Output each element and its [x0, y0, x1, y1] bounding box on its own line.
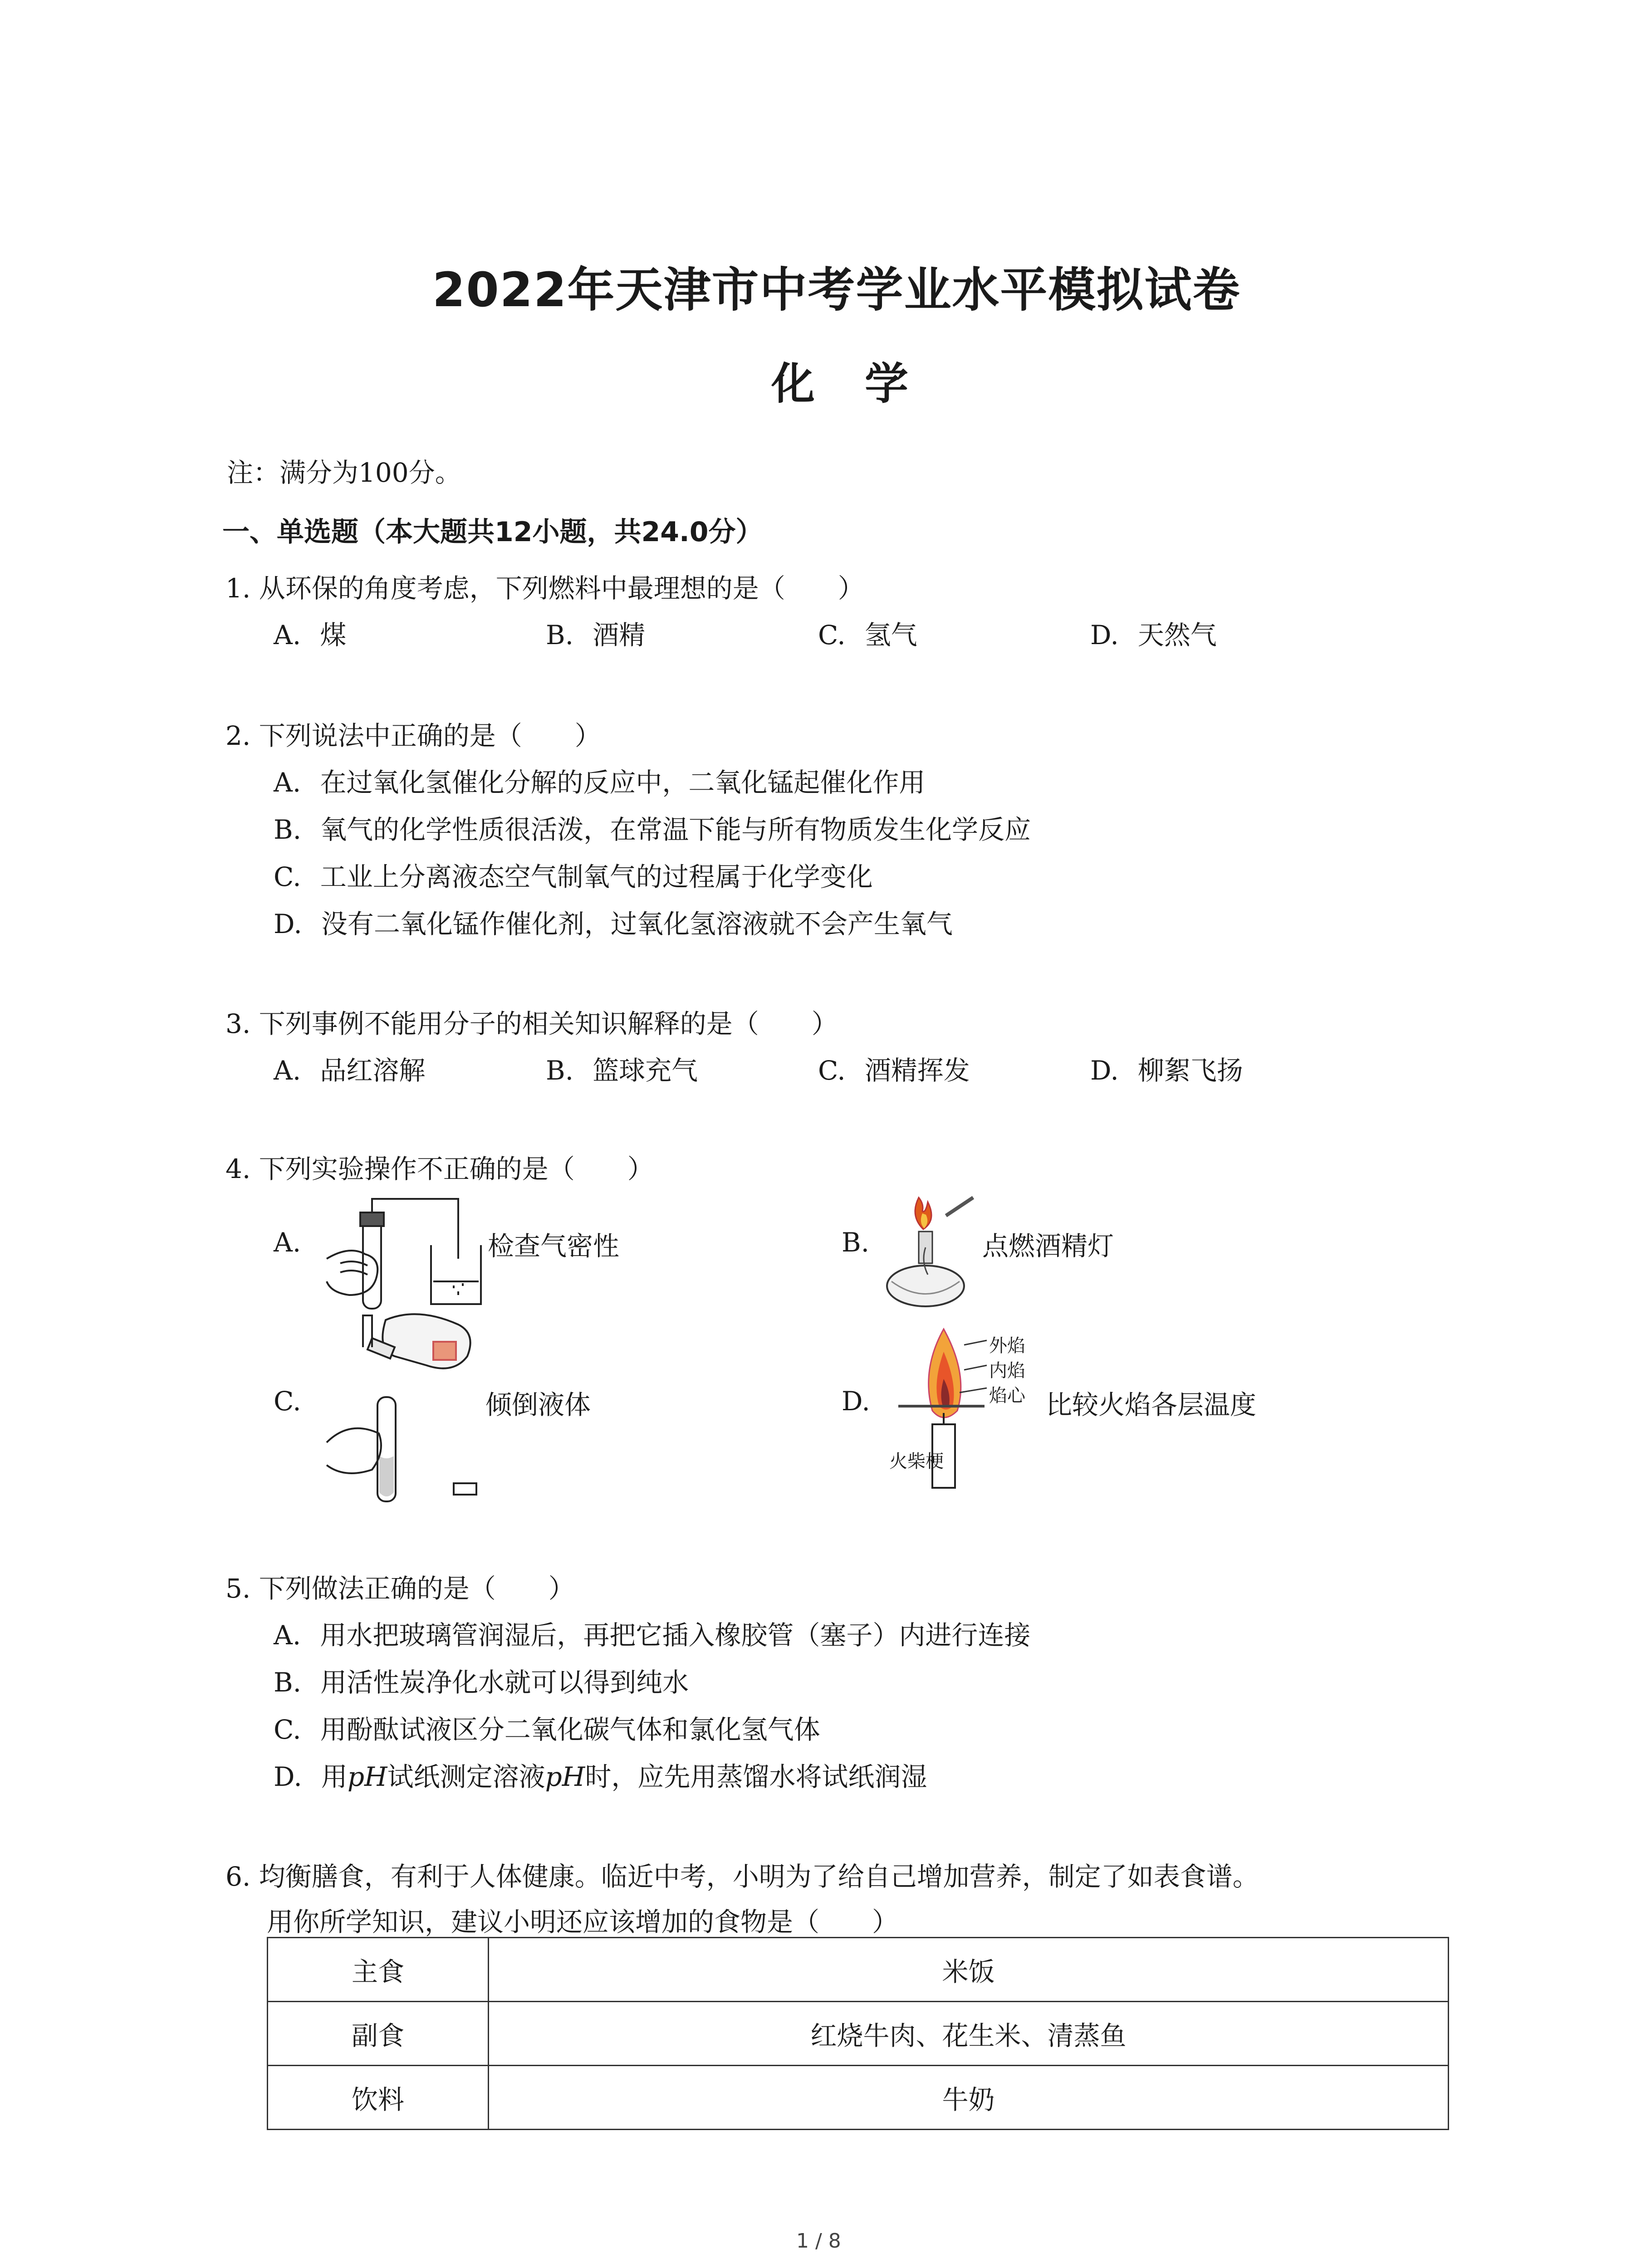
- q2-option-c[interactable]: [274, 855, 873, 894]
- option-text: 篮球充气: [593, 1055, 698, 1086]
- q4-option-b-caption: 点燃酒精灯: [982, 1231, 1114, 1261]
- q4-option-c-caption: 倾倒液体: [485, 1389, 591, 1420]
- q4-option-d-label[interactable]: D.: [842, 1386, 870, 1417]
- subject-title: 化学: [771, 358, 958, 409]
- table-row-value: 米饭: [489, 1938, 1449, 2002]
- q5-option-c[interactable]: [274, 1708, 820, 1746]
- q3-option-b[interactable]: [546, 1049, 698, 1087]
- page-number: 1 / 8: [796, 2229, 841, 2253]
- option-text: 品红溶解: [320, 1055, 426, 1086]
- q2-option-b[interactable]: [274, 808, 1031, 846]
- q5-option-a[interactable]: [274, 1614, 1030, 1652]
- q1-option-a[interactable]: [274, 614, 346, 652]
- option-text: 用活性炭净化水就可以得到纯水: [320, 1667, 689, 1698]
- exam-title: 2022年天津市中考学业水平模拟试卷: [432, 262, 1241, 318]
- q4-option-a-label[interactable]: A.: [274, 1227, 301, 1258]
- q5-option-d[interactable]: [274, 1755, 927, 1794]
- table-row-value: 牛奶: [489, 2066, 1449, 2130]
- option-text: 氢气: [864, 620, 917, 650]
- option-label: B.: [274, 814, 302, 845]
- question-3-stem: 3. 下列事例不能用分子的相关知识解释的是（ ）: [225, 1008, 838, 1039]
- question-6-stem-line1: 6. 均衡膳食，有利于人体健康。临近中考，小明为了给自己增加营养，制定了如表食谱。: [225, 1861, 1259, 1892]
- option-label: B.: [274, 1667, 302, 1698]
- option-label: A.: [274, 1055, 301, 1086]
- option-label: A.: [274, 620, 301, 650]
- table-row: [268, 2066, 1449, 2130]
- table-row: [268, 1938, 1449, 2002]
- q5-option-b[interactable]: [274, 1661, 689, 1699]
- option-label: D.: [1090, 1055, 1119, 1086]
- q4-option-c-label[interactable]: C.: [274, 1386, 301, 1417]
- option-text: 天然气: [1137, 620, 1217, 650]
- option-text-post: 时，应先用蒸馏水将试纸润湿: [585, 1761, 927, 1792]
- option-text: 工业上分离液态空气制氧气的过程属于化学变化: [320, 861, 873, 892]
- q3-option-d[interactable]: [1090, 1049, 1243, 1087]
- flame-outer-label: 外焰: [989, 1335, 1025, 1356]
- option-text: 柳絮飞扬: [1137, 1055, 1243, 1086]
- ph-variable: pH: [347, 1761, 387, 1792]
- option-label: A.: [274, 1620, 301, 1651]
- option-text: 酒精挥发: [864, 1055, 970, 1086]
- q2-option-d[interactable]: [274, 903, 953, 941]
- section-heading: 一、单选题（本大题共12小题，共24.0分）: [222, 516, 763, 548]
- option-text: 没有二氧化锰作催化剂，过氧化氢溶液就不会产生氧气: [321, 909, 953, 939]
- question-1-stem: 1. 从环保的角度考虑，下列燃料中最理想的是（ ）: [225, 573, 864, 604]
- q4-option-d-caption: 比较火焰各层温度: [1046, 1389, 1257, 1420]
- table-row-head: 饮料: [268, 2066, 489, 2130]
- matchstick-label: 火柴梗: [889, 1451, 944, 1472]
- q1-option-c[interactable]: [818, 614, 917, 652]
- table-row-head: 主食: [268, 1938, 489, 2002]
- option-text-pre: 用: [321, 1761, 348, 1792]
- q4-option-a-caption: 检查气密性: [488, 1231, 620, 1261]
- ph-variable: pH: [545, 1761, 585, 1792]
- option-text: 氧气的化学性质很活泼，在常温下能与所有物质发生化学反应: [320, 814, 1031, 845]
- question-2-stem: 2. 下列说法中正确的是（ ）: [225, 720, 601, 751]
- option-label: D.: [274, 909, 302, 939]
- table-row-value: 红烧牛肉、花生米、清蒸鱼: [489, 2002, 1449, 2066]
- question-6-stem-line2: 用你所学知识，建议小明还应该增加的食物是（ ）: [267, 1906, 899, 1937]
- option-label: C.: [818, 620, 846, 650]
- option-label: B.: [546, 620, 574, 650]
- option-label: B.: [546, 1055, 574, 1086]
- meal-plan-table: [267, 1937, 1449, 2130]
- q4-option-b-label[interactable]: B.: [842, 1227, 870, 1258]
- pouring-liquid-illustration: [318, 1306, 499, 1506]
- airtightness-check-illustration: [322, 1191, 495, 1318]
- q1-option-d[interactable]: [1090, 614, 1217, 652]
- q1-option-b[interactable]: [546, 614, 645, 652]
- flame-core-label: 焰心: [989, 1385, 1025, 1406]
- option-text-mid: 试纸测定溶液: [387, 1761, 545, 1792]
- option-text: 在过氧化氢催化分解的反应中，二氧化锰起催化作用: [320, 767, 926, 798]
- option-label: D.: [1090, 620, 1119, 650]
- q3-option-c[interactable]: [818, 1049, 970, 1087]
- option-label: D.: [274, 1761, 302, 1792]
- option-text: 煤: [320, 620, 347, 650]
- option-label: C.: [274, 1714, 301, 1745]
- score-note: 注：满分为100分。: [227, 457, 461, 488]
- question-5-stem: 5. 下列做法正确的是（ ）: [225, 1573, 575, 1604]
- option-label: C.: [818, 1055, 846, 1086]
- q2-option-a[interactable]: [274, 761, 925, 799]
- table-row: [268, 2002, 1449, 2066]
- table-row-head: 副食: [268, 2002, 489, 2066]
- option-label: A.: [274, 767, 301, 798]
- option-text: 用水把玻璃管润湿后，再把它插入橡胶管（塞子）内进行连接: [320, 1620, 1031, 1651]
- q3-option-a[interactable]: [274, 1049, 425, 1087]
- flame-inner-label: 内焰: [989, 1360, 1025, 1381]
- option-label: C.: [274, 861, 301, 892]
- alcohol-lamp-illustration: [882, 1188, 987, 1311]
- option-text: 用酚酞试液区分二氧化碳气体和氯化氢气体: [320, 1714, 820, 1745]
- question-4-stem: 4. 下列实验操作不正确的是（ ）: [225, 1154, 654, 1184]
- option-text: 酒精: [593, 620, 646, 650]
